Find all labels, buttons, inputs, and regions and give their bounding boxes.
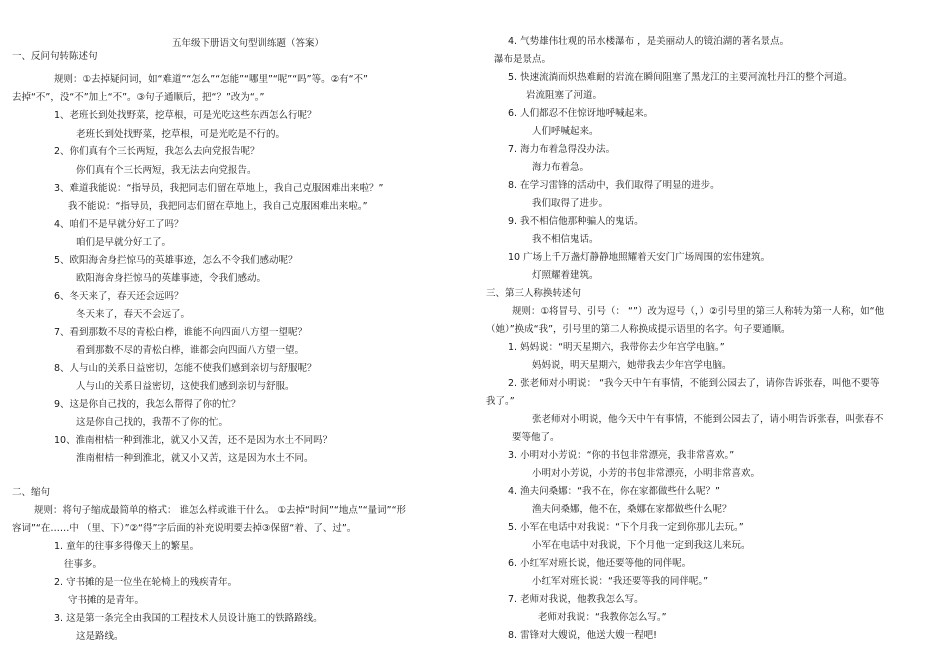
answer-line: 小明对小芳说，小芳的书包非常漂亮，小明非常喜欢。 — [532, 468, 761, 479]
answer-line: 岩流阻塞了河道。 — [526, 90, 603, 101]
question-line: 7. 老师对我说，他教我怎么写。 — [508, 594, 644, 605]
question-line: 4、咱们不是早就分好工了吗？ — [54, 219, 184, 230]
rule-text: 规则：①去掉疑问词，如“难道”“怎么”“怎能”“哪里”“呢”“吗”等。②有“不” — [54, 74, 368, 85]
page-title: 五年级下册语文句型训练题（答案） — [172, 38, 325, 49]
answer-line: 老班长到处找野菜，挖草根，可是光吃是不行的。 — [76, 129, 286, 140]
question-line: 4. 气势雄伟壮观的吊水楼瀑布 ，是美丽动人的镜泊湖的著名景点。 — [508, 36, 790, 47]
rule-text: （她）”换成“我”，引号里的第二人称换成提示语里的名字。句子要通顺。 — [486, 324, 791, 335]
section-heading: 三、第三人称换转述句 — [486, 288, 582, 299]
answer-line: 渔夫问桑娜，他不在，桑娜在家都做些什么呢？ — [532, 504, 732, 515]
section-heading: 二、缩句 — [12, 487, 51, 498]
rule-text: 容词”“在……中 （里、下）”②“得”字后面的补充说明要去掉③保留“着、了、过”。 — [12, 523, 357, 534]
answer-line: 小军在电话中对我说，下个月他一定到我这儿来玩。 — [532, 540, 751, 551]
question-line: 2. 守书摊的是一位坐在轮椅上的残疾青年。 — [54, 577, 238, 588]
question-line: 10、淮南柑桔一种到淮北，就又小又苦，还不是因为水土不同吗？ — [54, 435, 333, 446]
question-line: 1. 童年的往事多得像天上的繁星。 — [54, 541, 200, 552]
question-line: 9、这是你自己找的，我怎么帮得了你的忙？ — [54, 399, 241, 410]
question-line: 3、难道我能说：“指导员，我把同志们留在草地上，我自己克服困难出来啦？” — [54, 183, 384, 194]
question-line: 8. 在学习雷锋的活动中，我们取得了明显的进步。 — [508, 180, 720, 191]
question-line: 2. 张老师对小明说： “我今天中午有事情，不能到公园去了，请你告诉张春，叫他不要等 — [508, 378, 880, 389]
answer-line: 海力布着急。 — [532, 162, 590, 173]
answer-line: 这是路线。 — [76, 631, 124, 642]
question-line: 1、老班长到处找野菜，挖草根，可是光吃这些东西怎么行呢？ — [54, 110, 317, 121]
answer-line: 咱们是早就分好工了。 — [76, 237, 172, 248]
question-line: 1. 妈妈说：“明天星期六，我带你去少年宫学电脑。” — [508, 342, 725, 353]
question-line: 3. 小明对小芳说：“你的书包非常漂亮，我非常喜欢。” — [508, 450, 735, 461]
question-line: 7、看到那数不尽的青松白桦，谁能不向四面八方望一望呢？ — [54, 327, 308, 338]
section-heading: 一、反问句转陈述句 — [12, 51, 98, 62]
answer-line: 人与山的关系日益密切，这使我们感到亲切与舒服。 — [76, 381, 295, 392]
rule-text: 去掉“不”，没“不”加上“不”。③句子通顺后，把“？”改为“。” — [12, 92, 265, 103]
question-line: 8. 雷锋对大嫂说，他送大嫂一程吧! — [508, 630, 657, 641]
answer-line: 看到那数不尽的青松白桦，谁都会向四面八方望一望。 — [76, 345, 305, 356]
question-line: 6. 小红军对班长说，他还要等他的同伴呢。 — [508, 558, 692, 569]
rule-text: 规则：将句子缩成最简单的格式： 谁怎么样或谁干什么。 ①去掉“时间”“地点”“量词”“形 — [34, 505, 407, 516]
answer-line: 要等他了。 — [512, 432, 560, 443]
answer-line: 欧阳海舍身拦惊马的英雄事迹，令我们感动。 — [76, 273, 267, 284]
question-line: 9. 我不相信他那种骗人的鬼话。 — [508, 216, 644, 227]
answer-line: 往事多。 — [64, 559, 103, 570]
question-line: 8、人与山的关系日益密切，怎能不使我们感到亲切与舒服呢？ — [54, 363, 317, 374]
question-line: 7. 海力布着急得没办法。 — [508, 144, 616, 155]
answer-line: 妈妈说，明天星期六，她带我去少年宫学电脑。 — [532, 360, 732, 371]
answer-line: 小红军对班长说：“我还要等我的同伴呢。” — [532, 576, 709, 587]
question-line: 4. 渔夫问桑娜：“我不在，你在家都做些什么呢？” — [508, 486, 720, 497]
question-line: 2、你们真有个三长两短，我怎么去向党报告呢？ — [54, 146, 260, 157]
answer-line: 灯照耀着建筑。 — [532, 270, 599, 281]
answer-line: 瀑布是景点。 — [494, 54, 552, 65]
answer-line: 张老师对小明说，他今天中午有事情，不能到公园去了，请小明告诉张春，叫张春不 — [532, 414, 884, 425]
question-line: 6. 人们都忍不住惊讶地呼喊起来。 — [508, 108, 654, 119]
question-line: 5. 小军在电话中对我说：“下个月我一定到你那儿去玩。” — [508, 522, 744, 533]
question-line: 我了。” — [486, 396, 515, 407]
question-line: 5. 快速流淌而炽热难耐的岩流在瞬间阻塞了黑龙江的主要河流牡丹江的整个河道。 — [508, 72, 853, 83]
answer-line: 我不相信鬼话。 — [532, 234, 599, 245]
rule-text: 规则：①将冒号、引号（： “”）改为逗号（，）②引号里的第三人称转为第一人称，如“他 — [512, 306, 885, 317]
answer-line: 冬天来了，春天不会远了。 — [76, 309, 191, 320]
answer-line: 你们真有个三长两短，我无法去向党报告。 — [76, 165, 257, 176]
question-line: 3. 这是第一条完全由我国的工程技术人员设计施工的铁路路线。 — [54, 613, 323, 624]
answer-line: 人们呼喊起来。 — [532, 126, 599, 137]
question-line: 10 广场上千万盏灯静静地照耀着天安门广场周围的宏伟建筑。 — [508, 252, 771, 263]
answer-line: 淮南柑桔一种到淮北，就又小又苦，这是因为水土不同。 — [76, 453, 314, 464]
question-line: 6、冬天来了，春天还会远吗？ — [54, 291, 184, 302]
answer-line: 这是你自己找的，我帮不了你的忙。 — [76, 417, 229, 428]
answer-line: 守书摊的是青年。 — [68, 595, 145, 606]
question-line: 5、欧阳海舍身拦惊马的英雄事迹，怎么不令我们感动呢？ — [54, 255, 298, 266]
answer-line: 老师对我说：“我教你怎么写。” — [538, 612, 667, 623]
answer-line: 我不能说：“指导员，我把同志们留在草地上，我自己克服困难出来啦。” — [68, 201, 368, 212]
answer-line: 我们取得了进步。 — [532, 198, 609, 209]
